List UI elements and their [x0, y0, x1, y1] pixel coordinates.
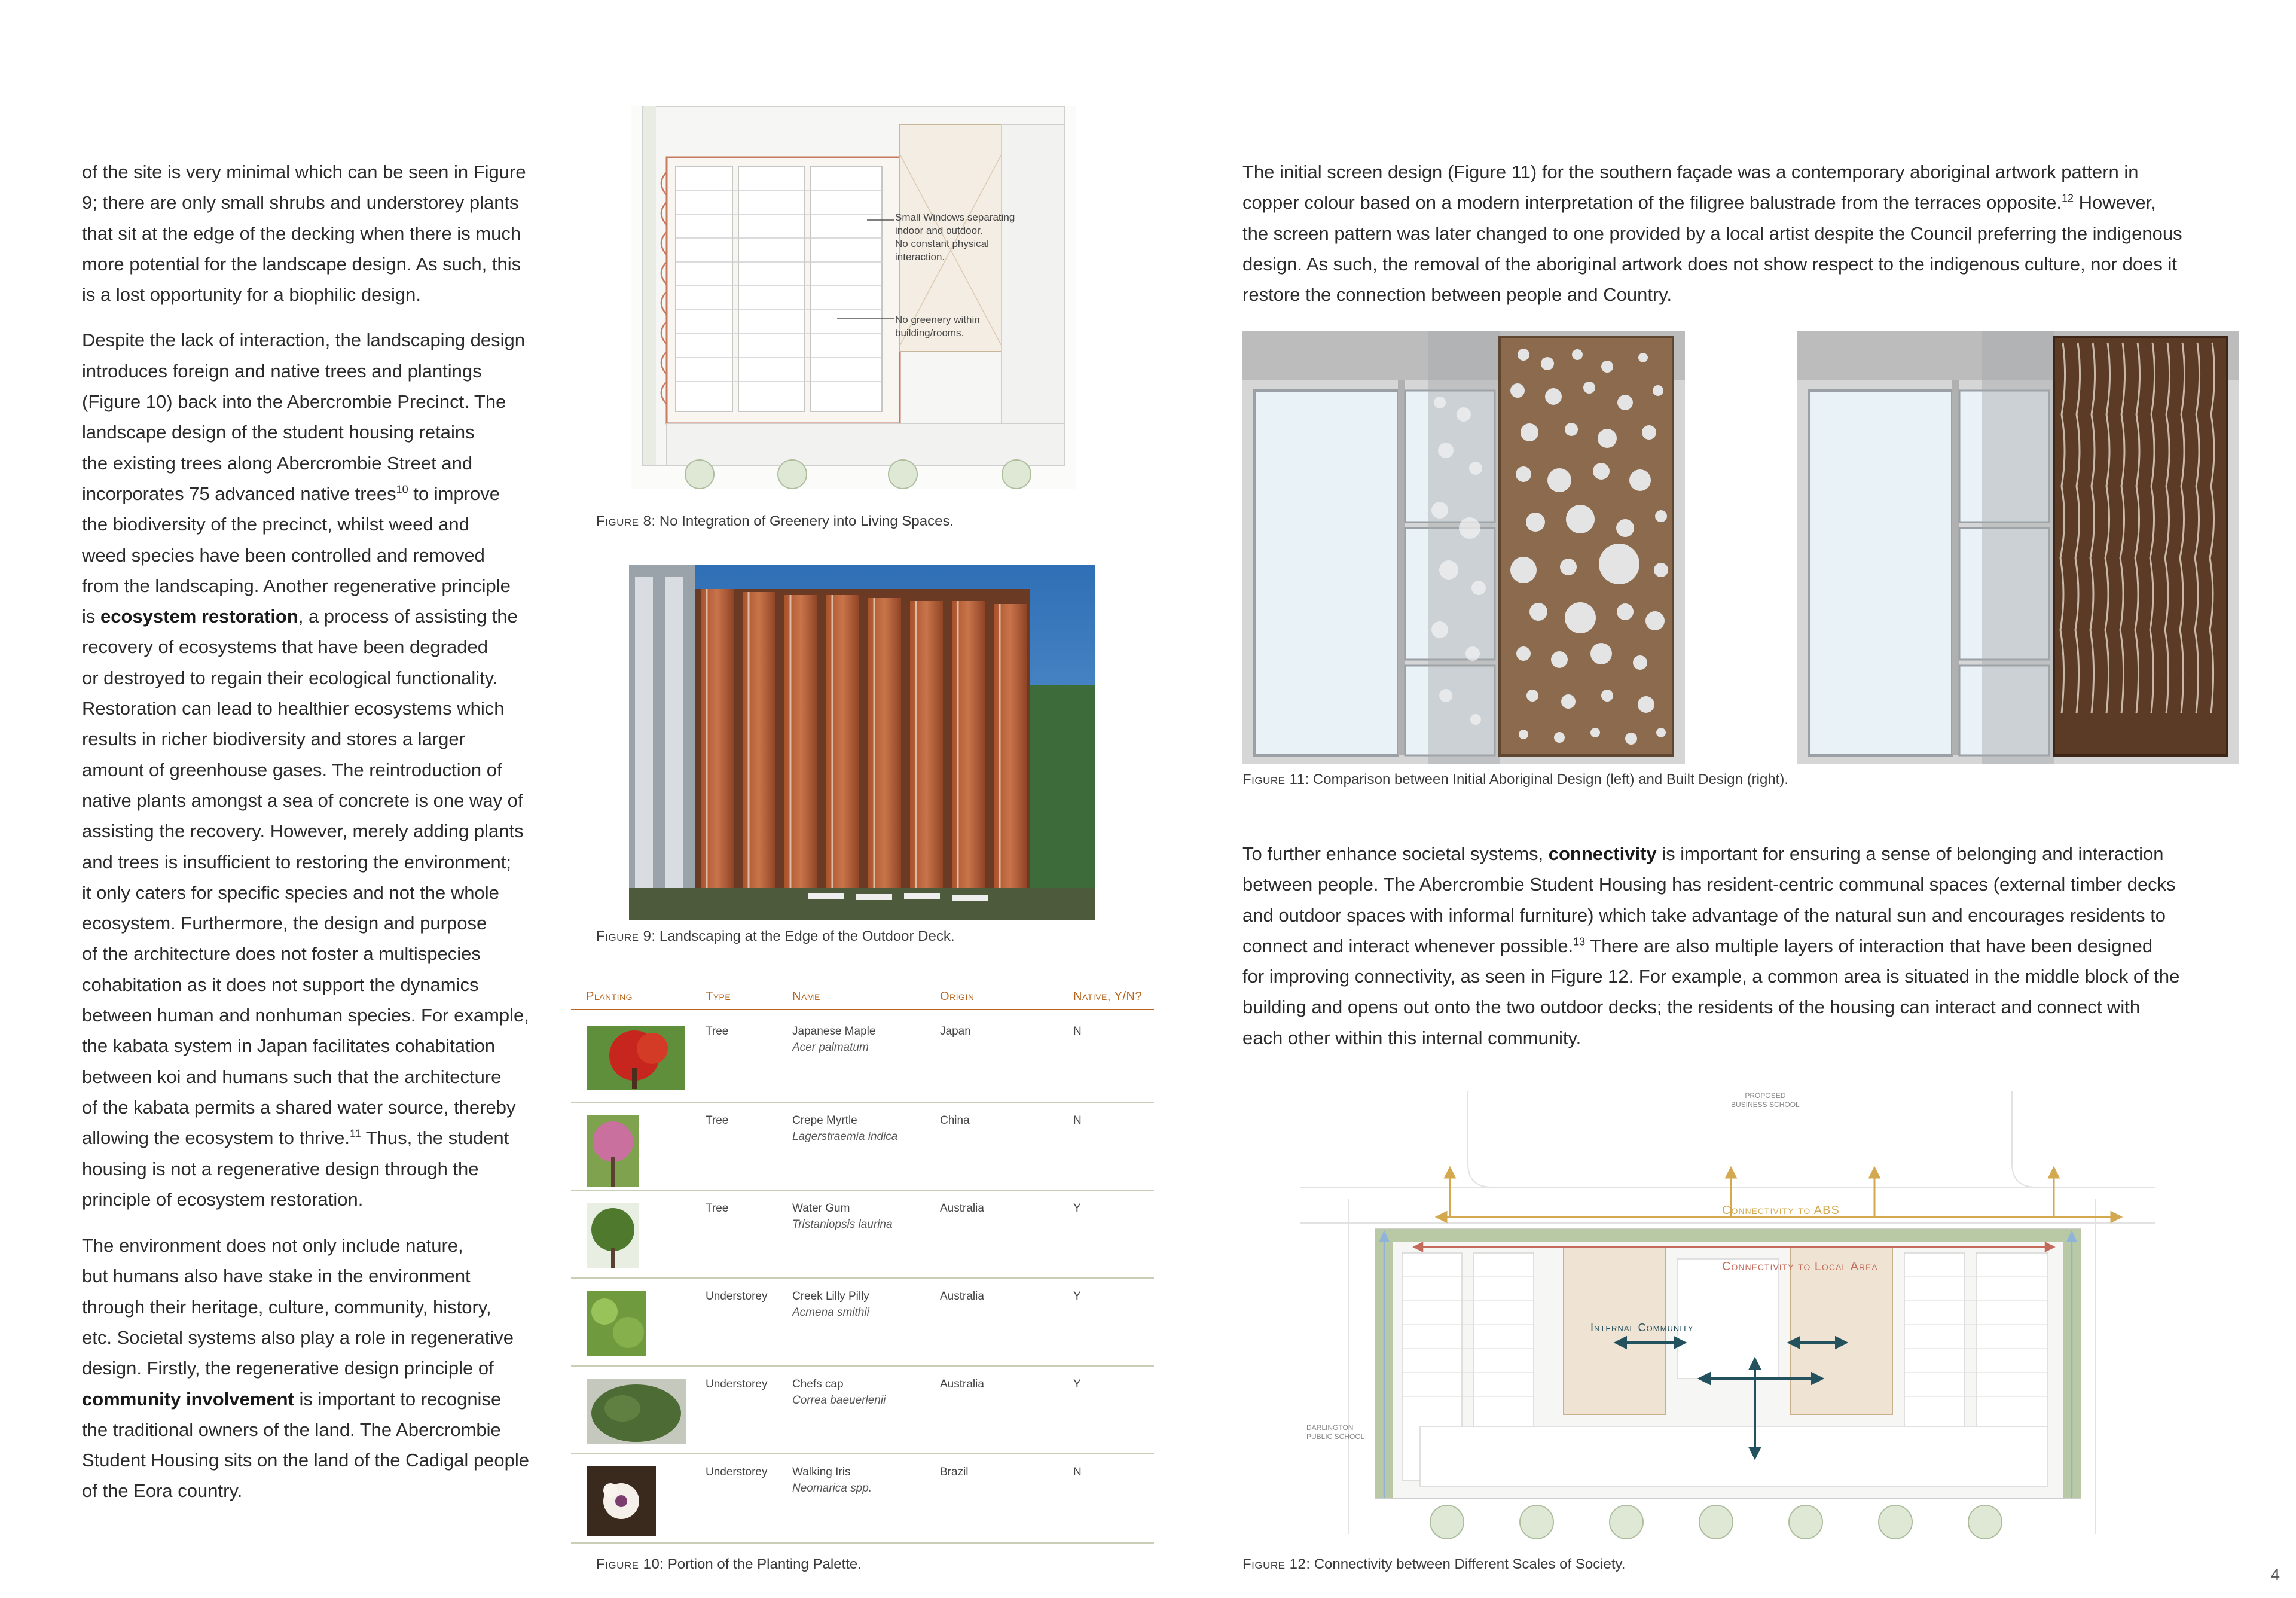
text-line: [1242, 187, 2247, 218]
common-name: Japanese Maple: [792, 1025, 876, 1038]
scientific-name: Acmena smithii: [792, 1306, 869, 1319]
plant-thumbnail-water-gum: [587, 1203, 639, 1268]
plant-thumbnail-crepe-myrtle: [587, 1115, 639, 1187]
common-name: Walking Iris: [792, 1466, 851, 1478]
cell-name: [792, 1023, 875, 1056]
cell-native: N: [1073, 1114, 1082, 1127]
footnote-ref[interactable]: 10: [396, 483, 408, 496]
annotation-no-greenery: [895, 313, 980, 340]
text-line: of the kabata permits a shared water source, thereby: [82, 1096, 516, 1118]
text-run: There are also multiple layers of interaction that have been designed: [1585, 935, 2153, 956]
text-line: between people. The Abercrombie Student Housing has resident-centric communal spaces (external timber decks: [1242, 874, 2176, 895]
text-run: However,: [2074, 192, 2156, 214]
text-run: is important for ensuring a sense of belonging and interaction: [1656, 843, 2164, 864]
text-line: landscape design of the student housing retains: [82, 422, 475, 443]
annotation-line: Small Windows separating: [895, 212, 1015, 223]
cell-type: Understorey: [706, 1290, 768, 1303]
text-line: [1242, 838, 2247, 869]
figure-label: Figure 11: [1242, 771, 1305, 788]
text-line: it only caters for specific species and not the whole: [82, 882, 499, 903]
text-line: [82, 1123, 554, 1153]
text-run: , a process of assisting the: [298, 606, 518, 627]
scientific-name: Correa baeuerlenii: [792, 1394, 886, 1407]
text-line: that sit at the edge of the decking when there is much: [82, 222, 521, 244]
text-line: principle of ecosystem restoration.: [82, 1188, 364, 1210]
text-line: restore the connection between people and Country.: [1242, 284, 1672, 306]
text-line: more potential for the landscape design. As such, this: [82, 253, 521, 275]
text-line: of the site is very minimal which can be seen in Figure: [82, 161, 526, 182]
text-line: (Figure 10) back into the Abercrombie Precinct. The: [82, 391, 506, 413]
text-line: etc. Societal systems also play a role in regenerative: [82, 1326, 514, 1348]
text-run: incorporates 75 advanced native trees: [82, 483, 396, 504]
annotation-line: No constant physical: [895, 238, 989, 249]
figure-label: Figure 8: [596, 513, 652, 529]
annotation-line: interaction.: [895, 251, 945, 263]
text-line: is a lost opportunity for a biophilic design.: [82, 284, 421, 306]
text-line: the screen pattern was later changed to one provided by a local artist despite the Council preferring the indigenous: [1242, 222, 2182, 244]
caption-text: : Connectivity between Different Scales of Society.: [1306, 1556, 1626, 1572]
annotation-line: indoor and outdoor.: [895, 225, 983, 236]
cell-type: Tree: [706, 1025, 729, 1038]
cell-type: Understorey: [706, 1466, 768, 1478]
cell-name: [792, 1464, 872, 1496]
left-text-column: [82, 157, 554, 1521]
caption-text: : Landscaping at the Edge of the Outdoor Deck.: [651, 928, 955, 944]
text-line: results in richer biodiversity and stores a larger: [82, 728, 465, 750]
text-line: The environment does not only include nature,: [82, 1235, 463, 1257]
figure-11-caption: [1242, 771, 1788, 788]
header-planting: Planting: [586, 990, 633, 1003]
text-line: recovery of ecosystems that have been degraded: [82, 636, 488, 658]
text-line: the kabata system in Japan facilitates cohabitation: [82, 1035, 496, 1057]
page-number: 4: [2271, 1566, 2280, 1584]
table-row: [571, 1102, 1154, 1191]
right-text-block-1: [1242, 157, 2247, 310]
header-origin: Origin: [940, 990, 975, 1003]
figure-12-connectivity-plan: [1300, 1079, 2155, 1546]
annotation-line: building/rooms.: [895, 327, 964, 338]
cell-native: N: [1073, 1466, 1082, 1478]
table-row: [571, 1190, 1154, 1279]
initial-aboriginal-design-drawing: [1242, 331, 1685, 764]
paragraph-3: [82, 1230, 554, 1506]
cell-origin: China: [940, 1114, 970, 1127]
cell-origin: Australia: [940, 1378, 984, 1390]
common-name: Chefs cap: [792, 1378, 844, 1390]
text-run: is important to recognise: [294, 1388, 502, 1410]
table-row: [571, 1014, 1154, 1102]
label-line: PROPOSED: [1745, 1091, 1786, 1100]
cell-origin: Brazil: [940, 1466, 969, 1478]
bold-term: ecosystem restoration: [100, 606, 298, 627]
footnote-ref[interactable]: 13: [1573, 935, 1586, 948]
caption-text: : Portion of the Planting Palette.: [660, 1556, 862, 1572]
text-line: 9; there are only small shrubs and understorey plants: [82, 192, 519, 214]
footnote-ref[interactable]: 12: [2061, 192, 2074, 205]
text-line: introduces foreign and native trees and plantings: [82, 360, 482, 382]
text-line: [1242, 931, 2247, 961]
text-line: amount of greenhouse gases. The reintroduction of: [82, 759, 502, 780]
cell-native: N: [1073, 1025, 1082, 1038]
figure-11-initial-design: [1242, 331, 1685, 764]
scientific-name: Neomarica spp.: [792, 1482, 872, 1495]
building-photo: [629, 565, 1095, 920]
scientific-name: Lagerstraemia indica: [792, 1130, 898, 1143]
cell-type: Tree: [706, 1114, 729, 1127]
text-line: each other within this internal community.: [1242, 1027, 1581, 1048]
scientific-name: Acer palmatum: [792, 1041, 869, 1054]
figure-9-caption: [596, 928, 955, 945]
text-line: of the architecture does not foster a multispecies: [82, 943, 481, 965]
cell-origin: Japan: [940, 1025, 971, 1038]
label-line: PUBLIC SCHOOL: [1306, 1432, 1365, 1441]
text-line: Despite the lack of interaction, the landscaping design: [82, 330, 526, 351]
text-line: design. As such, the removal of the aboriginal artwork does not show respect to the indigenous culture, nor does it: [1242, 253, 2177, 275]
plant-thumbnail-lilly-pilly: [587, 1291, 646, 1356]
figure-label: Figure 10: [596, 1556, 660, 1572]
common-name: Water Gum: [792, 1202, 850, 1215]
label-internal-community: Internal Community: [1590, 1322, 1694, 1334]
header-type: Type: [706, 990, 731, 1003]
header-name: Name: [792, 990, 820, 1003]
cell-origin: Australia: [940, 1202, 984, 1215]
text-line: [82, 478, 554, 509]
text-line: housing is not a regenerative design through the: [82, 1158, 479, 1179]
text-run: to improve: [408, 483, 500, 504]
header-native: Native, Y/N?: [1073, 990, 1143, 1003]
text-line: ecosystem. Furthermore, the design and purpose: [82, 913, 487, 934]
text-line: cohabitation as it does not support the dynamics: [82, 974, 479, 995]
bold-term: community involvement: [82, 1388, 294, 1410]
scientific-name: Tristaniopsis laurina: [792, 1218, 893, 1231]
floor-plan-drawing: [631, 106, 1076, 489]
footnote-ref[interactable]: 11: [350, 1127, 361, 1140]
figure-label: Figure 9: [596, 928, 652, 944]
text-line: and trees is insufficient to restoring the environment;: [82, 851, 511, 873]
right-text-block-2: [1242, 838, 2247, 1053]
figure-8-plan: [631, 106, 1076, 489]
text-run: Thus, the student: [361, 1127, 509, 1149]
cell-origin: Australia: [940, 1290, 984, 1303]
text-line: and outdoor spaces with informal furniture) which take advantage of the natural sun and encourages residents to: [1242, 904, 2166, 926]
cell-native: Y: [1073, 1378, 1081, 1390]
text-run: copper colour based on a modern interpretation of the filigree balustrade from the terraces opposite.: [1242, 192, 2062, 214]
text-line: the biodiversity of the precinct, whilst weed and: [82, 514, 469, 535]
table-row: [571, 1365, 1154, 1454]
text-line: design. Firstly, the regenerative design principle of: [82, 1358, 494, 1379]
text-line: through their heritage, culture, community, history,: [82, 1296, 491, 1318]
text-line: building and opens out onto the two outdoor decks; the residents of the housing can interact and connect with: [1242, 996, 2141, 1018]
caption-text: : Comparison between Initial Aboriginal Design (left) and Built Design (right).: [1305, 771, 1788, 788]
text-line: but humans also have stake in the environment: [82, 1265, 471, 1287]
label-connectivity-abs: Connectivity to ABS: [1722, 1204, 1840, 1217]
text-line: assisting the recovery. However, merely adding plants: [82, 821, 524, 842]
text-run: connect and interact whenever possible.: [1242, 935, 1574, 956]
plant-thumbnail-maple: [587, 1026, 685, 1090]
text-line: between koi and humans such that the architecture: [82, 1066, 502, 1087]
table-row: [571, 1277, 1154, 1367]
caption-text: : No Integration of Greenery into Living Spaces.: [651, 513, 954, 529]
table-row: [571, 1453, 1154, 1544]
common-name: Crepe Myrtle: [792, 1114, 857, 1127]
label-line: DARLINGTON: [1306, 1423, 1354, 1432]
text-run: To further enhance societal systems,: [1242, 843, 1549, 864]
text-line: for improving connectivity, as seen in Figure 12. For example, a common area is situated in the middle block of the: [1242, 966, 2180, 987]
text-line: the existing trees along Abercrombie Street and: [82, 452, 473, 474]
connectivity-plan-drawing: [1300, 1079, 2155, 1546]
cell-native: Y: [1073, 1290, 1081, 1303]
text-line: [82, 1384, 554, 1414]
text-line: between human and nonhuman species. For example,: [82, 1005, 529, 1026]
figure-11-built-design: [1797, 331, 2239, 764]
label-public-school: [1306, 1423, 1364, 1441]
text-line: Student Housing sits on the land of the Cadigal people: [82, 1450, 529, 1471]
cell-name: [792, 1288, 869, 1321]
text-line: Restoration can lead to healthier ecosystems which: [82, 698, 505, 719]
plant-thumbnail-chefs-cap: [587, 1379, 686, 1444]
text-line: native plants amongst a sea of concrete is one way of: [82, 789, 523, 811]
text-line: weed species have been controlled and removed: [82, 544, 485, 566]
bold-term: connectivity: [1548, 843, 1657, 864]
label-business-school: [1731, 1091, 1800, 1109]
planting-palette-table: [571, 990, 1154, 1522]
cell-name: [792, 1112, 897, 1145]
paragraph-2: [82, 325, 554, 1215]
cell-type: Tree: [706, 1202, 729, 1215]
figure-label: Figure 12: [1242, 1556, 1306, 1572]
text-run: allowing the ecosystem to thrive.: [82, 1127, 350, 1149]
label-connectivity-local: Connectivity to Local Area: [1722, 1260, 1878, 1273]
text-run: is: [82, 606, 100, 627]
cell-native: Y: [1073, 1202, 1081, 1215]
cell-name: [792, 1376, 886, 1408]
label-line: BUSINESS SCHOOL: [1731, 1100, 1800, 1109]
text-line: or destroyed to regain their ecological functionality.: [82, 667, 498, 688]
plant-thumbnail-walking-iris: [587, 1466, 656, 1536]
text-line: [82, 601, 554, 632]
text-line: of the Eora country.: [82, 1480, 243, 1502]
text-line: from the landscaping. Another regenerative principle: [82, 575, 511, 596]
figure-8-caption: [596, 513, 954, 530]
figure-12-caption: [1242, 1556, 1625, 1573]
common-name: Creek Lilly Pilly: [792, 1290, 869, 1303]
text-line: the traditional owners of the land. The Abercrombie: [82, 1419, 501, 1440]
figure-9-photo: [629, 565, 1095, 920]
annotation-small-windows: [895, 211, 1015, 264]
header-rule: [571, 1009, 1154, 1010]
cell-type: Understorey: [706, 1378, 768, 1390]
built-design-drawing: [1797, 331, 2239, 764]
text-line: The initial screen design (Figure 11) for the southern façade was a contemporary aboriginal artwork pattern in: [1242, 161, 2139, 182]
annotation-line: No greenery within: [895, 314, 980, 325]
figure-10-caption: [596, 1556, 862, 1573]
cell-name: [792, 1200, 893, 1233]
paragraph-1: [82, 157, 554, 310]
